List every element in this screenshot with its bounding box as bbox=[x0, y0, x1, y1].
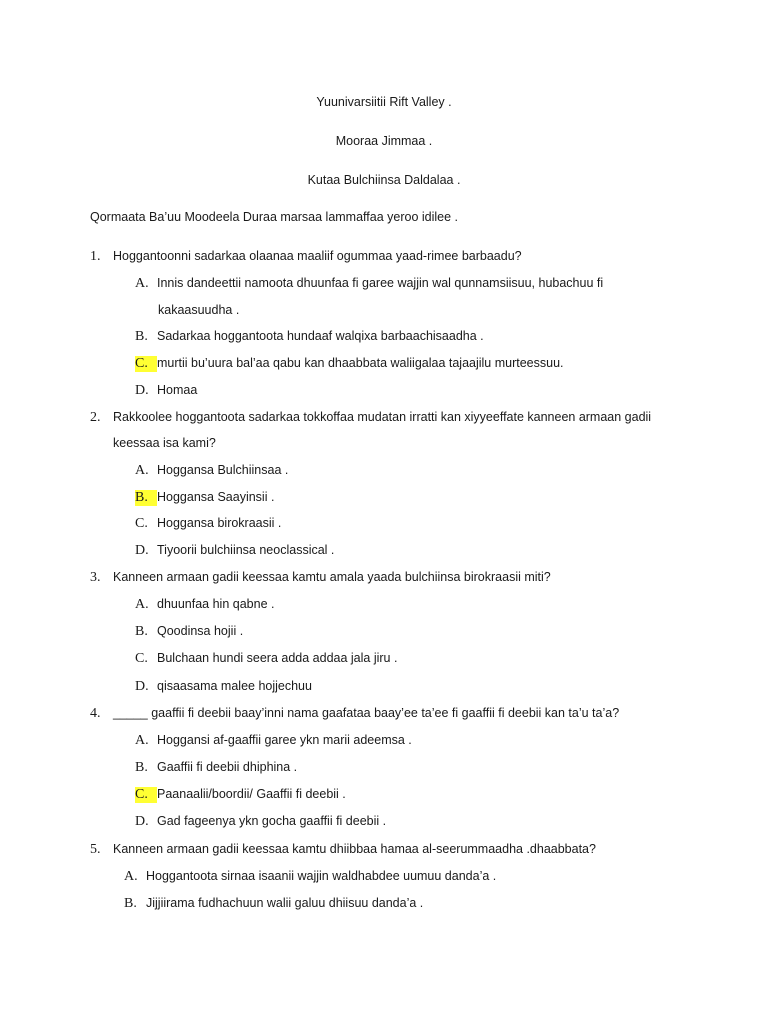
option-text: Sadarkaa hoggantoota hundaaf walqixa barbaachisaadha . bbox=[157, 329, 484, 343]
option-3b bbox=[135, 624, 243, 640]
option-letter-highlighted: B. bbox=[135, 490, 157, 506]
question-text: _____ gaaffii fi deebii baay’inni nama gaafataa baay’ee ta’ee fi gaaffii fi deebii kan ta’u ta’a? bbox=[113, 706, 620, 720]
question-number: 1. bbox=[90, 249, 101, 264]
question-text: Hoggantoonni sadarkaa olaanaa maaliif ogummaa yaad-rimee barbaadu? bbox=[113, 249, 522, 263]
option-1b bbox=[135, 329, 484, 345]
option-letter: A. bbox=[135, 463, 149, 478]
option-letter: A. bbox=[135, 733, 149, 748]
option-5b bbox=[124, 896, 423, 912]
option-letter-highlighted: C. bbox=[135, 787, 157, 803]
option-text: qisaasama malee hojjechuu bbox=[157, 679, 312, 693]
option-text: Hoggansa birokraasii . bbox=[157, 516, 282, 530]
option-4d bbox=[135, 814, 386, 830]
option-text: Hoggantoota sirnaa isaanii wajjin waldhabdee uumuu danda’a . bbox=[146, 869, 497, 883]
option-letter: C. bbox=[135, 651, 148, 666]
option-3a bbox=[135, 597, 274, 613]
university-name: Yuunivarsiitii Rift Valley . bbox=[316, 95, 452, 109]
option-1d bbox=[135, 383, 197, 399]
question-number: 3. bbox=[90, 570, 101, 585]
question-text: Kanneen armaan gadii keessaa kamtu dhiibbaa hamaa al-seerummaadha .dhaabbata? bbox=[113, 842, 596, 856]
option-text: Bulchaan hundi seera adda addaa jala jiru . bbox=[157, 651, 398, 665]
option-text: Qoodinsa hojii . bbox=[157, 624, 244, 638]
option-text: Hoggansa Saayinsii . bbox=[157, 490, 275, 504]
option-text: Homaa bbox=[157, 383, 198, 397]
question-1 bbox=[90, 249, 522, 265]
option-text: Hoggansa Bulchiinsaa . bbox=[157, 463, 289, 477]
option-text: Paanaalii/boordii/ Gaaffii fi deebii . bbox=[157, 787, 346, 801]
question-text: Kanneen armaan gadii keessaa kamtu amala yaada bulchiinsa birokraasii miti? bbox=[113, 570, 551, 584]
option-2b bbox=[135, 490, 274, 506]
option-4b bbox=[135, 760, 297, 776]
department-name: Kutaa Bulchiinsa Daldalaa . bbox=[307, 173, 461, 187]
option-text: Hoggansi af-gaaffii garee ykn marii adeemsa . bbox=[157, 733, 412, 747]
option-letter: D. bbox=[135, 814, 149, 829]
question-5 bbox=[90, 842, 596, 858]
option-letter: A. bbox=[135, 276, 149, 291]
question-2 bbox=[90, 410, 651, 426]
option-letter: D. bbox=[135, 679, 149, 694]
option-letter: C. bbox=[135, 516, 148, 531]
option-letter: B. bbox=[135, 624, 148, 639]
question-2-continued: keessaa isa kami? bbox=[113, 436, 216, 450]
option-3d bbox=[135, 679, 312, 695]
option-1a bbox=[135, 276, 603, 292]
option-3c bbox=[135, 651, 397, 667]
campus-name: Mooraa Jimmaa . bbox=[335, 134, 433, 148]
option-2d bbox=[135, 543, 334, 559]
option-text: Tiyoorii bulchiinsa neoclassical . bbox=[157, 543, 335, 557]
option-letter: B. bbox=[135, 760, 148, 775]
option-letter: D. bbox=[135, 383, 149, 398]
option-5a bbox=[124, 869, 496, 885]
option-2a bbox=[135, 463, 288, 479]
exam-instructions: Qormaata Ba’uu Moodeela Duraa marsaa lammaffaa yeroo idilee . bbox=[90, 210, 459, 224]
option-text: Gad fageenya ykn gocha gaaffii fi deebii . bbox=[157, 814, 387, 828]
question-number: 5. bbox=[90, 842, 101, 857]
option-4c bbox=[135, 787, 346, 803]
option-text: Jijjiirama fudhachuun walii galuu dhiisuu danda’a . bbox=[146, 896, 424, 910]
option-letter-highlighted: C. bbox=[135, 356, 157, 372]
option-4a bbox=[135, 733, 412, 749]
option-letter: D. bbox=[135, 543, 149, 558]
question-3 bbox=[90, 570, 551, 586]
option-1a-continued: kakaasuudha . bbox=[158, 303, 240, 317]
option-text: Gaaffii fi deebii dhiphina . bbox=[157, 760, 298, 774]
option-letter: B. bbox=[135, 329, 148, 344]
option-letter: A. bbox=[124, 869, 138, 884]
question-text: Rakkoolee hoggantoota sadarkaa tokkoffaa mudatan irratti kan xiyyeeffate kanneen armaan gadii bbox=[113, 410, 652, 424]
option-text: dhuunfaa hin qabne . bbox=[157, 597, 275, 611]
question-number: 4. bbox=[90, 706, 101, 721]
question-4 bbox=[90, 706, 619, 722]
option-text: murtii bu’uura bal’aa qabu kan dhaabbata waliigalaa tajaajilu murteessuu. bbox=[157, 356, 564, 370]
question-number: 2. bbox=[90, 410, 101, 425]
option-letter: A. bbox=[135, 597, 149, 612]
option-text: Innis dandeettii namoota dhuunfaa fi garee wajjin wal qunnamsiisuu, hubachuu fi bbox=[157, 276, 604, 290]
option-1c bbox=[135, 356, 564, 372]
option-2c bbox=[135, 516, 281, 532]
option-letter: B. bbox=[124, 896, 137, 911]
